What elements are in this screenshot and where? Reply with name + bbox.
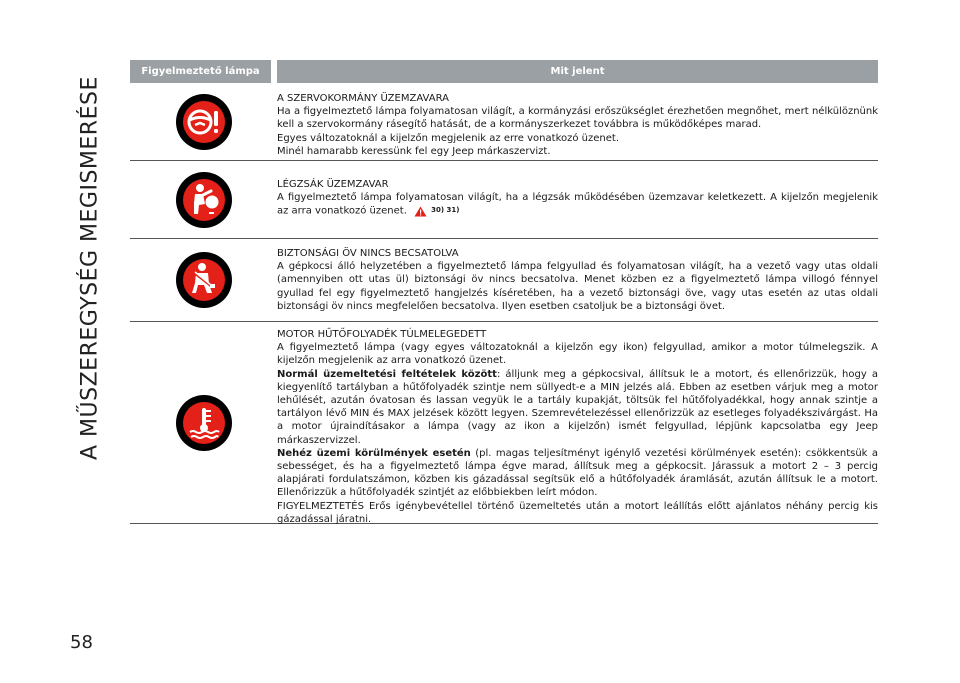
normal-conditions-label: Normál üzemeltetési feltételek között xyxy=(277,368,497,380)
warning-triangle-icon xyxy=(414,206,427,217)
row-text xyxy=(277,322,878,523)
icon-cell xyxy=(130,239,277,321)
warning-lights-table xyxy=(130,60,878,524)
row-text-body: A figyelmeztető lámpa folyamatosan világít, ha a légzsák működésében üzemzavar keletkezett. A kijelzőn megjelenik az arra vonatkozó üzenet. xyxy=(277,192,878,218)
normal-conditions-text: : álljunk meg a gépkocsival, állítsuk le a motort, és ellenőrizzük, hogy a kiegyenlítő tartályban a hűtőfolyadék szintje nem süllyedt-e a MIN jelzés alá. Ebben az esetben várjuk meg a motor lehűlését, azután óvatosan és lassan vegyük le a tartály kupakját, töltsük fel hűtőfolyadékkal, hogy annak szintje a tartályon lévő MIN és MAX jelzések között legyen. Szemrevételezéssel ellenőrizzük az esetleges folyadékszivárgást. Ha a motor újraindításakor a lámpa (vagy az ikon a kijelzőn) ismét felgyullad, lépjünk kapcsolatba egy Jeep márkaszervizzel. xyxy=(277,368,878,446)
row-title: A SZERVOKORMÁNY ÜZEMZAVARA xyxy=(277,93,449,104)
icon-cell xyxy=(130,161,277,238)
icon-cell xyxy=(130,322,277,523)
coolant-temperature-icon xyxy=(176,395,232,451)
table-row xyxy=(130,83,878,161)
row-intro: A figyelmeztető lámpa (vagy egyes változatoknál a kijelzőn egy ikon) felgyullad, amikor a motor túlmelegszik. A kijelzőn megjelenik az arra vonatkozó üzenet. xyxy=(277,342,878,367)
header-meaning: Mit jelent xyxy=(277,60,878,83)
heavy-conditions-text: (pl. magas teljesítményt igénylő vezetési körülmények esetén): csökkentsük a sebességet, és ha a figyelmeztető lámpa égve marad, állítsuk meg a gépkocsit. Járassuk a motort 2 – 3 percig alapjárati fordulatszámon, közben kis gázadással segítsük elő a hűtőfolyadék áramlását, azután állítsuk le a motort. Ellenőrizzük a hűtőfolyadék szintjét az előbbiekben leírt módon. xyxy=(277,447,878,499)
table-header xyxy=(130,60,878,83)
row-line: Egyes változatoknál a kijelzőn megjelenik az erre vonatkozó üzenet. xyxy=(277,132,619,144)
seatbelt-icon xyxy=(176,252,232,308)
icon-cell xyxy=(130,83,277,160)
row-line: Ha a figyelmeztető lámpa folyamatosan világít, a kormányzási erőszükséglet érezhetően megnőhet, mert nélkülöznünk kell a szervokormány rásegítő hatását, de a kormányszerkezet továbbra is működőképes marad. xyxy=(277,106,878,131)
header-lamp: Figyelmeztető lámpa xyxy=(130,60,271,83)
section-title xyxy=(70,60,110,460)
page-number: 58 xyxy=(70,632,93,653)
warning-reference xyxy=(410,204,459,217)
reference-numbers: 30) 31) xyxy=(431,206,460,215)
row-title: MOTOR HŰTŐFOLYADÉK TÚLMELEGEDETT xyxy=(277,329,487,340)
heavy-conditions-label: Nehéz üzemi körülmények esetén xyxy=(277,447,471,459)
row-text xyxy=(277,239,878,321)
airbag-icon xyxy=(176,172,232,228)
steering-wheel-warning-icon xyxy=(176,94,232,150)
row-title: LÉGZSÁK ÜZEMZAVAR xyxy=(277,179,389,190)
row-title: BIZTONSÁGI ÖV NINCS BECSATOLVA xyxy=(277,248,459,259)
row-heavy-conditions xyxy=(277,447,878,500)
table-row xyxy=(130,161,878,239)
row-warning: FIGYELMEZTETÉS Erős igénybevétellel történő üzemeltetés után a motort leállítás előtt ajánlatos néhány percig kis gázadással járatni. xyxy=(277,500,878,525)
row-line: Minél hamarabb keressünk fel egy Jeep márkaszervizt. xyxy=(277,145,551,157)
row-text xyxy=(277,83,878,160)
row-normal-conditions xyxy=(277,368,878,447)
table-row xyxy=(130,239,878,322)
row-text xyxy=(277,161,878,238)
table-row xyxy=(130,322,878,524)
row-paragraph xyxy=(277,191,878,218)
section-title-text: A MŰSZEREGYSÉG MEGISMERÉSE xyxy=(77,76,103,460)
row-text-body: A gépkocsi álló helyzetében a figyelmeztető lámpa felgyullad és folyamatosan világít, ha a vezető vagy utas oldali (amennyiben ott utas ül) biztonsági öv nincs becsatolva. Menet közben ez a figyelmeztető lámpa villogó fénnyel gyullad fel egy figyelmeztető hangjelzés kíséretében, ha a vezető biztonsági öve, vagy utas esetén az utas oldali biztonsági öv nincs megfelelően becsatolva. Ilyen esetben csatoljuk be a biztonsági övet. xyxy=(277,261,878,312)
